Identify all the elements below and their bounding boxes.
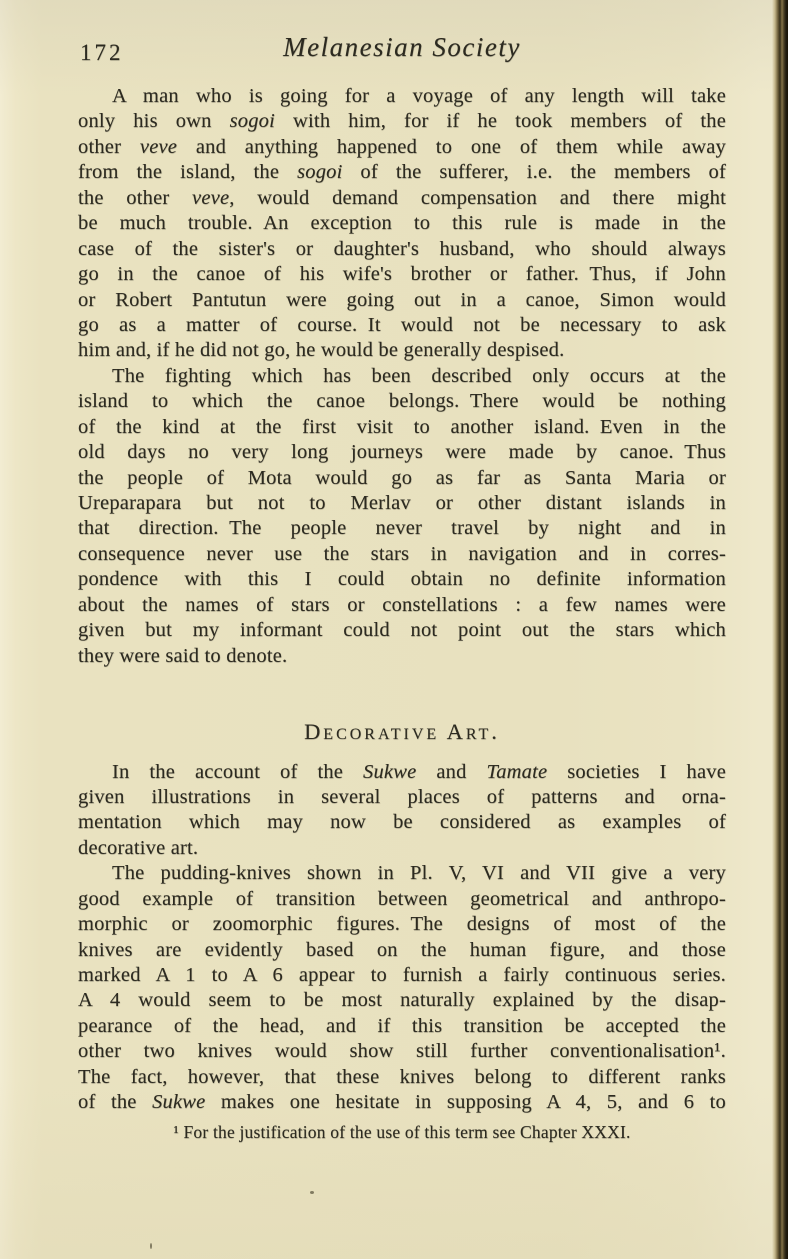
text-line: given but my informant could not point out the stars which [78, 619, 726, 642]
paragraph [78, 760, 726, 862]
paragraph [78, 861, 726, 1115]
text-line: only his own sogoi with him, for if he took members of the [78, 110, 726, 133]
footnote: ¹ For the justification of the use of this term see Chapter XXXI. [173, 1122, 631, 1142]
text-line: be much trouble. An exception to this rule is made in the [78, 212, 726, 235]
text-line: morphic or zoomorphic figures. The designs of most of the [78, 913, 726, 936]
page-number: 172 [80, 40, 124, 65]
running-head: Melanesian Society [283, 32, 521, 62]
text-line: The fact, however, that these knives belong to different ranks [78, 1065, 726, 1088]
text-line: The fighting which has been described only occurs at the [112, 364, 726, 387]
text-line: they were said to denote. [78, 644, 288, 667]
scan-speck [310, 1191, 314, 1194]
text-line: from the island, the sogoi of the sufferer, i.e. the members of [78, 161, 726, 184]
text-line: pearance of the head, and if this transition be accepted the [78, 1014, 726, 1037]
section-heading: Decorative Art. [304, 719, 500, 745]
body-text [78, 84, 726, 1116]
text-line: island to which the canoe belongs. There would be nothing [78, 390, 726, 413]
text-line: other veve and anything happened to one of them while away [78, 135, 726, 158]
text-line: the people of Mota would go as far as Santa Maria or [78, 466, 726, 489]
paragraph [78, 84, 726, 364]
text-line: him and, if he did not go, he would be generally despised. [78, 339, 565, 362]
text-line: given illustrations in several places of patterns and orna- [78, 785, 726, 808]
text-line: go as a matter of course. It would not be necessary to ask [78, 313, 726, 336]
text-line: good example of transition between geometrical and anthropo- [78, 887, 726, 910]
text-line: case of the sister's or daughter's husband, who should always [78, 237, 726, 260]
text-line: of the kind at the first visit to another island. Even in the [78, 415, 726, 438]
text-line: or Robert Pantutun were going out in a canoe, Simon would [78, 288, 726, 311]
page-edge-shadow [772, 0, 788, 1259]
text-line: A man who is going for a voyage of any length will take [112, 85, 726, 107]
paragraph [78, 364, 726, 669]
text-line: pondence with this I could obtain no definite information [78, 568, 726, 591]
text-line: old days no very long journeys were made by canoe. Thus [78, 441, 726, 464]
text-line: that direction. The people never travel by night and in [78, 517, 726, 540]
text-line: mentation which may now be considered as examples of [78, 811, 726, 834]
text-line: about the names of stars or constellations : a few names were [78, 593, 726, 616]
text-line: marked A 1 to A 6 appear to furnish a fairly continuous series. [78, 964, 726, 987]
text-line: In the account of the Sukwe and Tamate societies I have [112, 760, 726, 783]
text-line: go in the canoe of his wife's brother or father. Thus, if John [78, 263, 726, 286]
text-line: consequence never use the stars in navigation and in corres- [78, 542, 726, 565]
text-line: The pudding-knives shown in Pl. V, VI and VII give a very [112, 862, 726, 885]
text-line: A 4 would seem to be most naturally explained by the disap- [78, 989, 726, 1012]
text-line: decorative art. [78, 836, 199, 859]
text-line: Ureparapara but not to Merlav or other distant islands in [78, 492, 726, 514]
text-line: of the Sukwe makes one hesitate in supposing A 4, 5, and 6 to [78, 1091, 726, 1114]
text-line: knives are evidently based on the human figure, and those [78, 938, 726, 961]
scan-speck [150, 1243, 152, 1249]
text-line: other two knives would show still further conventionalisation¹. [78, 1040, 726, 1063]
page-header [78, 32, 726, 70]
text-line: the other veve, would demand compensation and there might [78, 186, 726, 209]
